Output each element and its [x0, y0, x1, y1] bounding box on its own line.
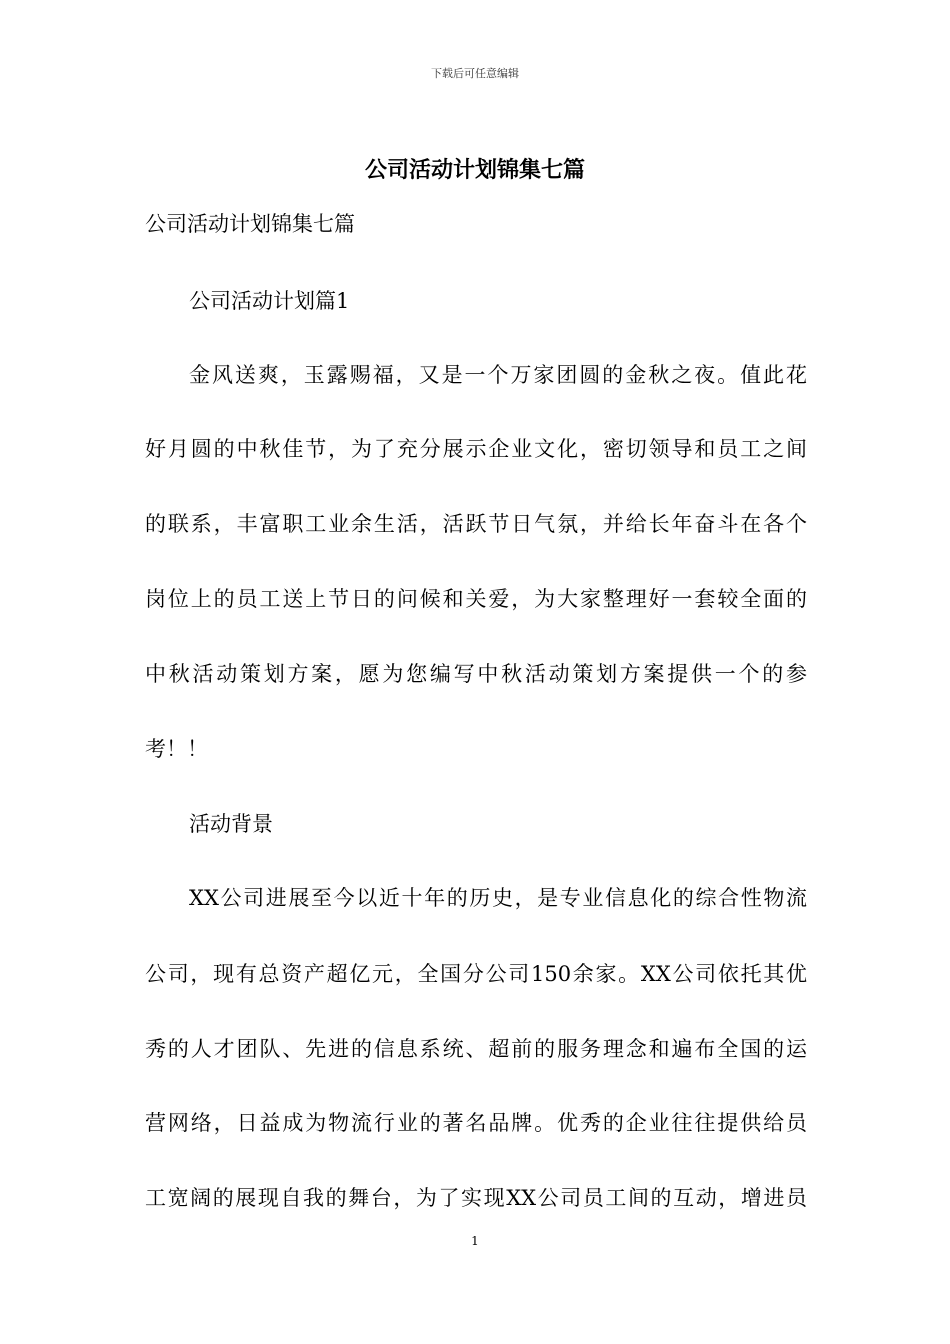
page-number: 1 — [471, 1234, 479, 1248]
paragraph-line: 中秋活动策划方案，愿为您编写中秋活动策划方案提供一个的参 — [145, 662, 807, 686]
paragraph-line: XX公司进展至今以近十年的历史，是专业信息化的综合性物流 — [189, 886, 807, 910]
paragraph-line: 秀的人才团队、先进的信息系统、超前的服务理念和遍布全国的运 — [145, 1037, 807, 1061]
section-heading: 活动背景 — [189, 812, 273, 836]
paragraph-line: 好月圆的中秋佳节，为了充分展示企业文化，密切领导和员工之间 — [145, 437, 807, 461]
paragraph-line: 的联系，丰富职工业余生活，活跃节日气氛，并给长年奋斗在各个 — [145, 512, 807, 536]
document-title: 公司活动计划锦集七篇 — [364, 157, 585, 183]
paragraph-line: 营网络，日益成为物流行业的著名品牌。优秀的企业往往提供给员 — [145, 1111, 807, 1135]
paragraph-line: 工宽阔的展现自我的舞台，为了实现XX公司员工间的互动，增进员 — [145, 1186, 807, 1210]
paragraph-line: 金风送爽，玉露赐福，又是一个万家团圆的金秋之夜。值此花 — [189, 363, 807, 387]
section-heading: 公司活动计划篇1 — [189, 289, 350, 313]
paragraph-line: 岗位上的员工送上节日的问候和关爱，为大家整理好一套较全面的 — [145, 587, 807, 611]
paragraph-line: 公司，现有总资产超亿元，全国分公司150余家。XX公司依托其优 — [145, 962, 807, 986]
subtitle-line: 公司活动计划锦集七篇 — [145, 212, 355, 236]
header-note: 下载后可任意编辑 — [431, 67, 519, 80]
paragraph-line: 考！！ — [145, 737, 208, 761]
